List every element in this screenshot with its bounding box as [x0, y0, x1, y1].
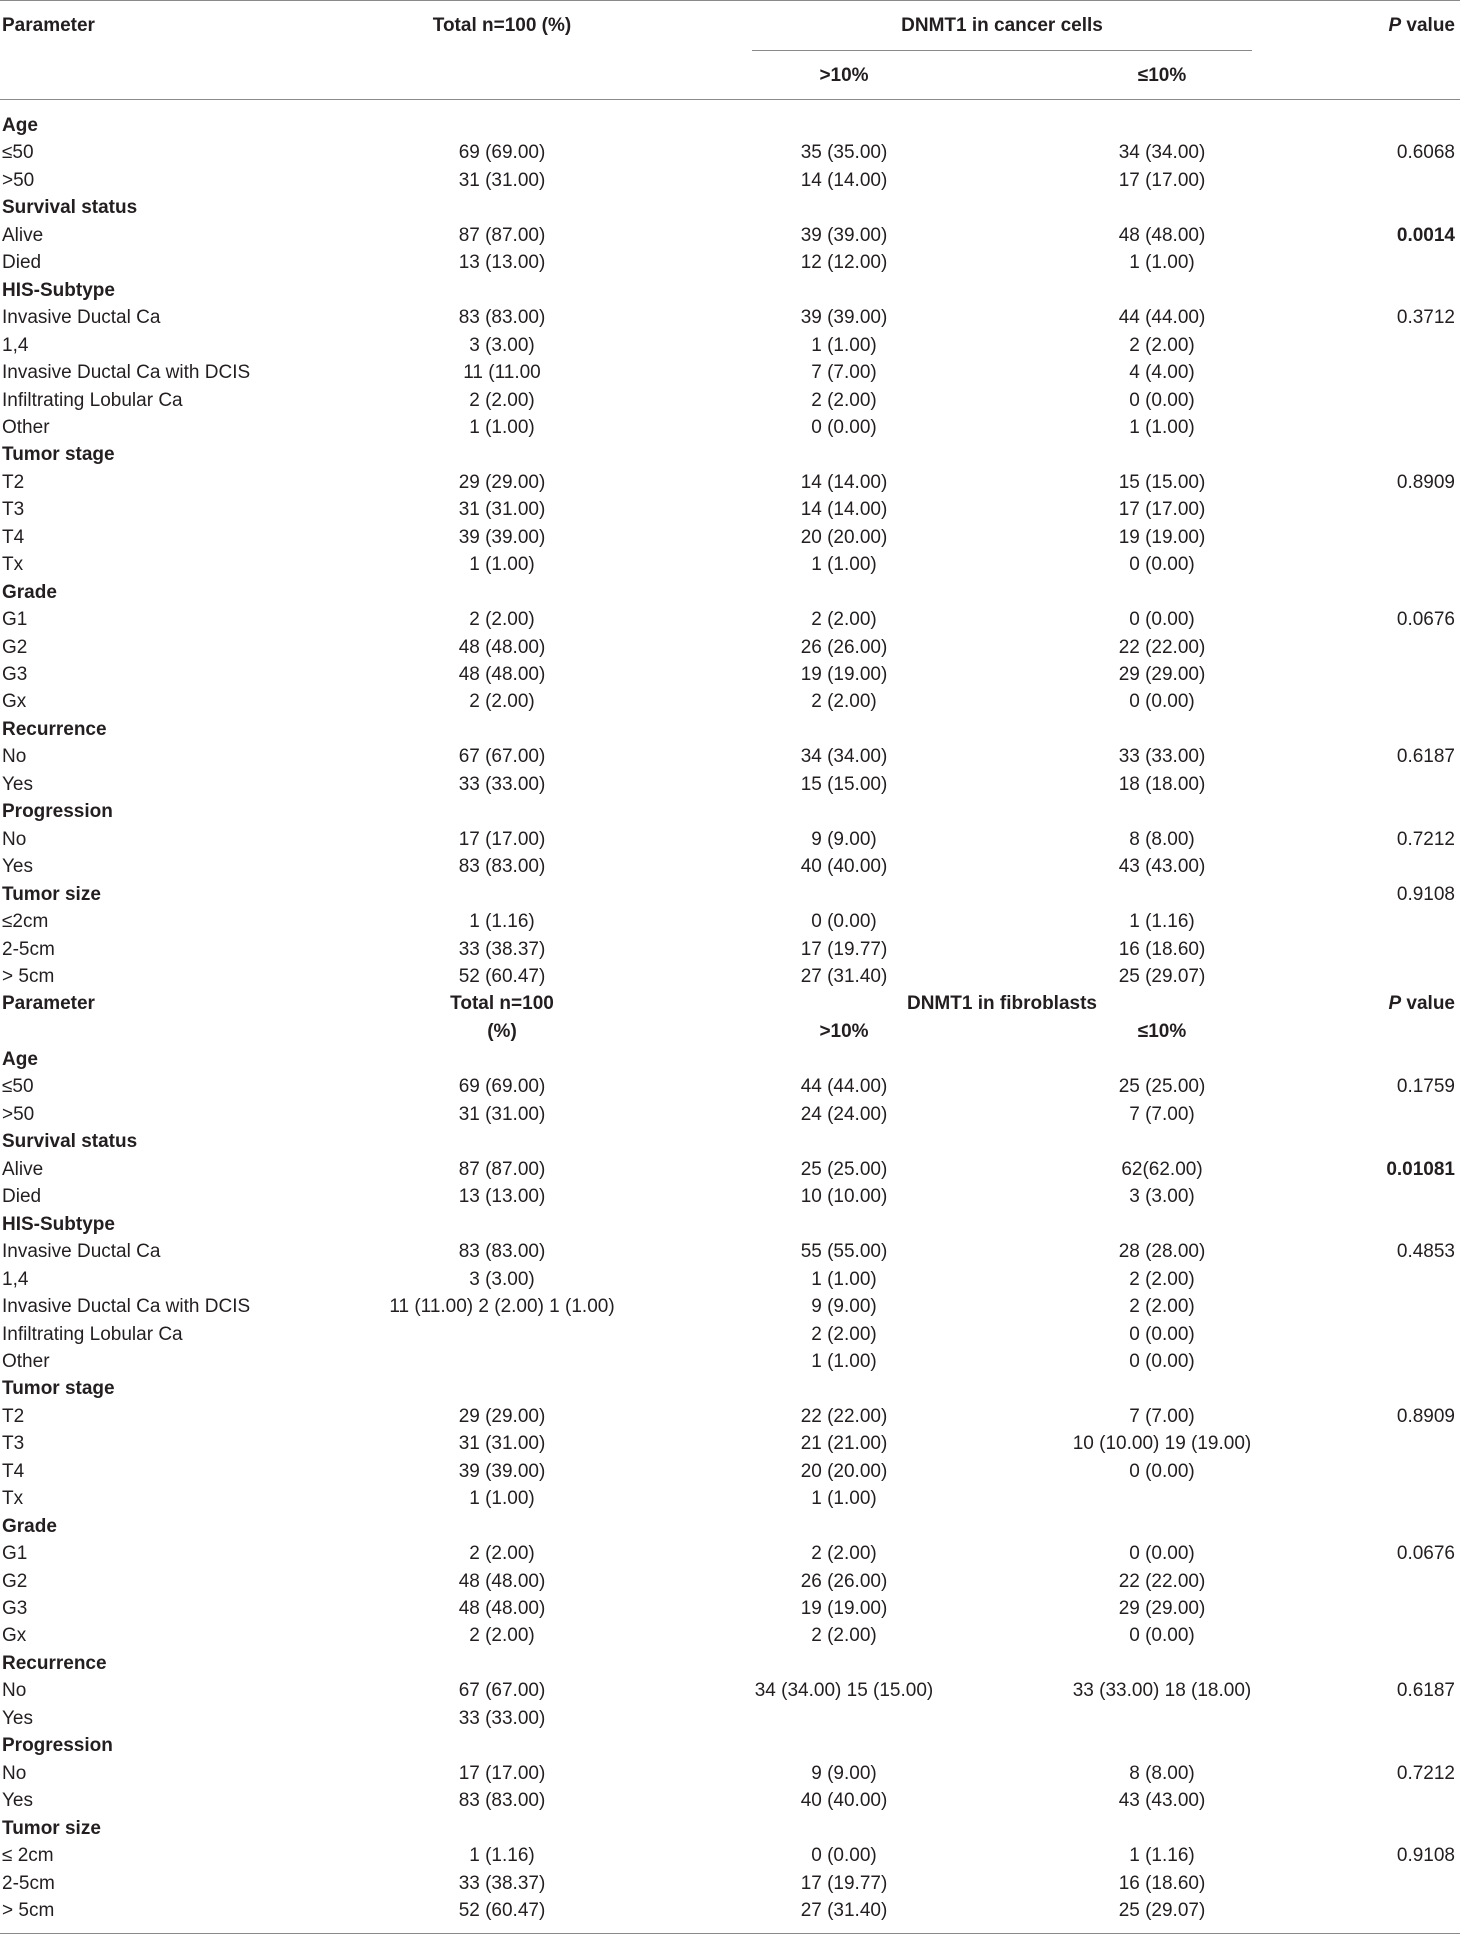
- total-cell: 3 (3.00): [469, 334, 535, 356]
- gt10-cell: 7 (7.00): [811, 362, 877, 384]
- le10-cell: 7 (7.00): [1129, 1405, 1195, 1427]
- total-cell: 87 (87.00): [458, 1158, 546, 1180]
- section-heading: Progression: [2, 1735, 113, 1757]
- section-heading: HIS-Subtype: [2, 279, 115, 301]
- total-cell: 83 (83.00): [458, 856, 546, 878]
- le10-cell: 10 (10.00) 19 (19.00): [1072, 1433, 1252, 1455]
- row-label: Yes: [2, 1707, 33, 1729]
- gt10-cell: 15 (15.00): [800, 773, 888, 795]
- p-value: 0.0014: [1396, 224, 1455, 246]
- le10-cell: 22 (22.00): [1118, 1570, 1206, 1592]
- header-p-italic: P: [1388, 15, 1402, 36]
- total-cell: 48 (48.00): [458, 636, 546, 658]
- row-label: No: [2, 746, 27, 768]
- total-cell: 17 (17.00): [458, 1762, 546, 1784]
- row-label: > 5cm: [2, 1899, 55, 1921]
- row-label: No: [2, 828, 27, 850]
- le10-cell: 17 (17.00): [1118, 499, 1206, 521]
- row-label: G2: [2, 636, 28, 658]
- le10-cell: 15 (15.00): [1118, 471, 1206, 493]
- le10-cell: 1 (1.00): [1129, 252, 1195, 274]
- le10-cell: 16 (18.60): [1118, 1872, 1206, 1894]
- row-label: T3: [2, 499, 25, 521]
- section-heading: Survival status: [2, 197, 138, 219]
- total-cell: 3 (3.00): [469, 1268, 535, 1290]
- le10-cell: 25 (29.07): [1118, 965, 1206, 987]
- p-value: 0.6068: [1396, 142, 1455, 164]
- row-label: Yes: [2, 1790, 33, 1812]
- total-cell: 11 (11.00: [463, 362, 541, 384]
- total-cell: 1 (1.00): [469, 1488, 535, 1510]
- header-le-10: ≤10%: [1137, 65, 1187, 86]
- header-p-value: [1388, 13, 1455, 39]
- total-cell: 39 (39.00): [458, 526, 546, 548]
- row-label: Infiltrating Lobular Ca: [2, 1323, 183, 1345]
- gt10-cell: 20 (20.00): [800, 526, 888, 548]
- gt10-cell: 2 (2.00): [811, 691, 877, 713]
- section-heading: Recurrence: [2, 1652, 107, 1674]
- le10-cell: 25 (25.00): [1118, 1076, 1206, 1098]
- le10-cell: 44 (44.00): [1118, 307, 1206, 329]
- total-cell: 33 (38.37): [458, 1872, 546, 1894]
- le10-cell: 0 (0.00): [1129, 1625, 1195, 1647]
- gt10-cell: 9 (9.00): [811, 828, 877, 850]
- row-label: T4: [2, 526, 25, 548]
- row-label: T3: [2, 1433, 25, 1455]
- total-cell: 48 (48.00): [458, 664, 546, 685]
- section-heading: Grade: [2, 1515, 57, 1537]
- p-value: 0.6187: [1396, 1680, 1455, 1702]
- total-cell: 33 (38.37): [458, 938, 546, 960]
- bottom-rule: [0, 1933, 1460, 1934]
- gt10-cell: 34 (34.00): [800, 746, 888, 768]
- le10-cell: 0 (0.00): [1129, 609, 1195, 631]
- p-value: 0.0676: [1396, 1543, 1455, 1565]
- gt10-cell: 14 (14.00): [800, 471, 888, 493]
- p-value: 0.6187: [1396, 746, 1455, 768]
- gt10-cell: 22 (22.00): [800, 1405, 888, 1427]
- p-value: 0.0676: [1396, 609, 1455, 631]
- le10-cell: 0 (0.00): [1129, 1543, 1195, 1565]
- section-heading: Survival status: [2, 1131, 138, 1153]
- le10-cell: 62(62.00): [1121, 1158, 1203, 1180]
- le10-cell: 34 (34.00): [1118, 142, 1206, 164]
- section-heading: Progression: [2, 801, 113, 823]
- row-label: ≤ 2cm: [2, 1845, 54, 1867]
- p-value: 0.3712: [1396, 307, 1455, 329]
- total-cell: 2 (2.00): [469, 389, 535, 411]
- gt10-cell: 9 (9.00): [811, 1762, 877, 1784]
- total-cell: 31 (31.00): [458, 169, 546, 191]
- gt10-cell: 27 (31.40): [800, 965, 888, 987]
- total-cell: 48 (48.00): [458, 1570, 546, 1592]
- le10-cell: 0 (0.00): [1129, 691, 1195, 713]
- total-cell: 29 (29.00): [458, 471, 546, 493]
- total-cell: 33 (33.00): [458, 773, 546, 795]
- le10-cell: 33 (33.00): [1118, 746, 1206, 768]
- header-gt-10: >10%: [819, 65, 869, 86]
- row-label: Tx: [2, 554, 24, 576]
- gt10-cell: 0 (0.00): [811, 416, 877, 438]
- gt10-cell: 55 (55.00): [800, 1241, 888, 1263]
- total-cell: 29 (29.00): [458, 1405, 546, 1427]
- le10-cell: 22 (22.00): [1118, 636, 1206, 658]
- p-value: 0.8909: [1396, 471, 1455, 493]
- total-cell: 11 (11.00) 2 (2.00) 1 (1.00): [389, 1296, 615, 1318]
- gt10-cell: 17 (19.77): [800, 938, 888, 960]
- le10-cell: 29 (29.00): [1118, 1598, 1206, 1619]
- header-group-cancer-cells: DNMT1 in cancer cells: [901, 15, 1103, 36]
- total-cell: 69 (69.00): [458, 142, 546, 164]
- row-label: Invasive Ductal Ca: [2, 1241, 161, 1263]
- total-cell: 87 (87.00): [458, 224, 546, 246]
- total-cell: 1 (1.00): [469, 554, 535, 576]
- row-label: Alive: [2, 224, 44, 246]
- le10-cell: 1 (1.16): [1129, 1845, 1195, 1867]
- row-label: > 5cm: [2, 965, 55, 987]
- gt10-cell: 2 (2.00): [811, 609, 877, 631]
- header2-group-fibroblasts: DNMT1 in fibroblasts: [906, 993, 1097, 1014]
- gt10-cell: 2 (2.00): [811, 1323, 877, 1345]
- total-cell: 31 (31.00): [458, 1103, 546, 1125]
- row-label: ≤2cm: [2, 911, 49, 933]
- row-label: T2: [2, 471, 25, 493]
- header2-parameter: Parameter: [2, 993, 95, 1014]
- total-cell: 31 (31.00): [458, 499, 546, 521]
- row-label: ≤50: [2, 142, 34, 164]
- gt10-cell: 14 (14.00): [800, 169, 888, 191]
- gt10-cell: 26 (26.00): [800, 636, 888, 658]
- le10-cell: 0 (0.00): [1129, 389, 1195, 411]
- header2-gt-10: >10%: [819, 1021, 869, 1042]
- le10-cell: 0 (0.00): [1129, 1350, 1195, 1372]
- le10-cell: 8 (8.00): [1129, 1762, 1195, 1784]
- gt10-cell: 39 (39.00): [800, 307, 888, 329]
- total-cell: 67 (67.00): [458, 1680, 546, 1702]
- row-label: Gx: [2, 1625, 27, 1647]
- row-label: Died: [2, 1186, 42, 1208]
- gt10-cell: 0 (0.00): [811, 911, 877, 933]
- row-label: T2: [2, 1405, 25, 1427]
- gt10-cell: 9 (9.00): [811, 1296, 877, 1318]
- header2-total-line1: Total n=100: [450, 993, 554, 1014]
- gt10-cell: 19 (19.00): [800, 664, 888, 685]
- gt10-cell: 17 (19.77): [800, 1872, 888, 1894]
- p-value: 0.1759: [1396, 1076, 1455, 1098]
- header2-p-rest: value: [1401, 993, 1455, 1014]
- total-cell: 69 (69.00): [458, 1076, 546, 1098]
- header-rule: [0, 99, 1460, 100]
- le10-cell: 1 (1.00): [1129, 416, 1195, 438]
- le10-cell: 16 (18.60): [1118, 938, 1206, 960]
- row-label: No: [2, 1762, 27, 1784]
- gt10-cell: 2 (2.00): [811, 389, 877, 411]
- total-cell: 1 (1.16): [469, 1845, 535, 1867]
- le10-cell: 28 (28.00): [1118, 1241, 1206, 1263]
- gt10-cell: 21 (21.00): [800, 1433, 888, 1455]
- total-cell: 33 (33.00): [458, 1707, 546, 1729]
- p-value: 0.8909: [1396, 1405, 1455, 1427]
- row-label: G3: [2, 1598, 28, 1619]
- row-label: G2: [2, 1570, 28, 1592]
- p-value: 0.7212: [1396, 828, 1455, 850]
- gt10-cell: 12 (12.00): [800, 252, 888, 274]
- row-label: Invasive Ductal Ca with DCIS: [2, 362, 251, 384]
- gt10-cell: 2 (2.00): [811, 1625, 877, 1647]
- le10-cell: 3 (3.00): [1129, 1186, 1195, 1208]
- gt10-cell: 25 (25.00): [800, 1158, 888, 1180]
- gt10-cell: 24 (24.00): [800, 1103, 888, 1125]
- header2-p-italic: P: [1388, 993, 1402, 1014]
- total-cell: 83 (83.00): [458, 307, 546, 329]
- gt10-cell: 1 (1.00): [811, 334, 877, 356]
- total-cell: 1 (1.16): [469, 911, 535, 933]
- le10-cell: 7 (7.00): [1129, 1103, 1195, 1125]
- le10-cell: 25 (29.07): [1118, 1899, 1206, 1921]
- group-underline: [752, 50, 1252, 51]
- section-heading: HIS-Subtype: [2, 1213, 115, 1235]
- row-label: ≤50: [2, 1076, 34, 1098]
- header2-p-value: [1388, 991, 1455, 1017]
- row-label: T4: [2, 1460, 25, 1482]
- gt10-cell: 40 (40.00): [800, 1790, 888, 1812]
- gt10-cell: 39 (39.00): [800, 224, 888, 246]
- row-label: Alive: [2, 1158, 44, 1180]
- total-cell: 52 (60.47): [458, 1899, 546, 1921]
- gt10-cell: 2 (2.00): [811, 1543, 877, 1565]
- total-cell: 52 (60.47): [458, 965, 546, 987]
- gt10-cell: 0 (0.00): [811, 1845, 877, 1867]
- row-label: Infiltrating Lobular Ca: [2, 389, 183, 411]
- gt10-cell: 14 (14.00): [800, 499, 888, 521]
- gt10-cell: 44 (44.00): [800, 1076, 888, 1098]
- section-heading: Tumor size: [2, 883, 101, 905]
- gt10-cell: 19 (19.00): [800, 1598, 888, 1619]
- section-heading: Age: [2, 115, 38, 136]
- p-value: 0.9108: [1396, 1845, 1455, 1867]
- gt10-cell: 10 (10.00): [800, 1186, 888, 1208]
- row-label: Gx: [2, 691, 27, 713]
- gt10-cell: 27 (31.40): [800, 1899, 888, 1921]
- total-cell: 67 (67.00): [458, 746, 546, 768]
- row-label: No: [2, 1680, 27, 1702]
- row-label: G3: [2, 664, 28, 685]
- header-p-rest: value: [1401, 15, 1455, 36]
- total-cell: 17 (17.00): [458, 828, 546, 850]
- p-value: 0.7212: [1396, 1762, 1455, 1784]
- total-cell: 13 (13.00): [458, 1186, 546, 1208]
- section-heading: Age: [2, 1049, 38, 1070]
- total-cell: 83 (83.00): [458, 1790, 546, 1812]
- gt10-cell: 1 (1.00): [811, 1488, 877, 1510]
- section-heading: Recurrence: [2, 718, 107, 740]
- section-heading: Grade: [2, 581, 57, 603]
- row-label: Other: [2, 1350, 50, 1372]
- le10-cell: 17 (17.00): [1118, 169, 1206, 191]
- le10-cell: 2 (2.00): [1129, 1268, 1195, 1290]
- header2-total-line2: (%): [487, 1021, 517, 1042]
- le10-cell: 33 (33.00) 18 (18.00): [1072, 1680, 1252, 1702]
- total-cell: 2 (2.00): [469, 1543, 535, 1565]
- le10-cell: 0 (0.00): [1129, 1323, 1195, 1345]
- gt10-cell: 34 (34.00) 15 (15.00): [754, 1680, 934, 1702]
- le10-cell: 2 (2.00): [1129, 334, 1195, 356]
- gt10-cell: 35 (35.00): [800, 142, 888, 164]
- p-value: 0.4853: [1396, 1241, 1455, 1263]
- total-cell: 83 (83.00): [458, 1241, 546, 1263]
- p-value: 0.9108: [1396, 883, 1455, 905]
- row-label: Yes: [2, 773, 33, 795]
- row-label: Invasive Ductal Ca with DCIS: [2, 1296, 251, 1318]
- row-label: Tx: [2, 1488, 24, 1510]
- row-label: Invasive Ductal Ca: [2, 307, 161, 329]
- total-cell: 2 (2.00): [469, 1625, 535, 1647]
- le10-cell: 48 (48.00): [1118, 224, 1206, 246]
- row-label: 1,4: [2, 1268, 29, 1290]
- le10-cell: 0 (0.00): [1129, 1460, 1195, 1482]
- total-cell: 1 (1.00): [469, 416, 535, 438]
- gt10-cell: 1 (1.00): [811, 1350, 877, 1372]
- header2-le-10: ≤10%: [1137, 1021, 1187, 1042]
- le10-cell: 2 (2.00): [1129, 1296, 1195, 1318]
- total-cell: 2 (2.00): [469, 691, 535, 713]
- row-label: 1,4: [2, 334, 29, 356]
- gt10-cell: 1 (1.00): [811, 554, 877, 576]
- le10-cell: 18 (18.00): [1118, 773, 1206, 795]
- total-cell: 39 (39.00): [458, 1460, 546, 1482]
- total-cell: 2 (2.00): [469, 609, 535, 631]
- top-rule: [0, 0, 1460, 1]
- p-value: 0.01081: [1386, 1158, 1455, 1180]
- total-cell: 48 (48.00): [458, 1598, 546, 1619]
- gt10-cell: 40 (40.00): [800, 856, 888, 878]
- header-parameter: Parameter: [2, 15, 95, 36]
- header-total: Total n=100 (%): [432, 15, 572, 36]
- total-cell: 13 (13.00): [458, 252, 546, 274]
- row-label: >50: [2, 1103, 35, 1125]
- total-cell: 31 (31.00): [458, 1433, 546, 1455]
- le10-cell: 19 (19.00): [1118, 526, 1206, 548]
- row-label: Other: [2, 416, 50, 438]
- row-label: G1: [2, 609, 28, 631]
- le10-cell: 43 (43.00): [1118, 856, 1206, 878]
- le10-cell: 8 (8.00): [1129, 828, 1195, 850]
- le10-cell: 4 (4.00): [1129, 362, 1195, 384]
- section-heading: Tumor stage: [2, 444, 115, 466]
- gt10-cell: 1 (1.00): [811, 1268, 877, 1290]
- row-label: 2-5cm: [2, 938, 55, 960]
- gt10-cell: 20 (20.00): [800, 1460, 888, 1482]
- row-label: 2-5cm: [2, 1872, 55, 1894]
- le10-cell: 0 (0.00): [1129, 554, 1195, 576]
- row-label: G1: [2, 1543, 28, 1565]
- gt10-cell: 26 (26.00): [800, 1570, 888, 1592]
- section-heading: Tumor stage: [2, 1378, 115, 1400]
- le10-cell: 1 (1.16): [1129, 911, 1195, 933]
- le10-cell: 29 (29.00): [1118, 664, 1206, 685]
- section-heading: Tumor size: [2, 1817, 101, 1839]
- row-label: Died: [2, 252, 42, 274]
- le10-cell: 43 (43.00): [1118, 1790, 1206, 1812]
- row-label: >50: [2, 169, 35, 191]
- row-label: Yes: [2, 856, 33, 878]
